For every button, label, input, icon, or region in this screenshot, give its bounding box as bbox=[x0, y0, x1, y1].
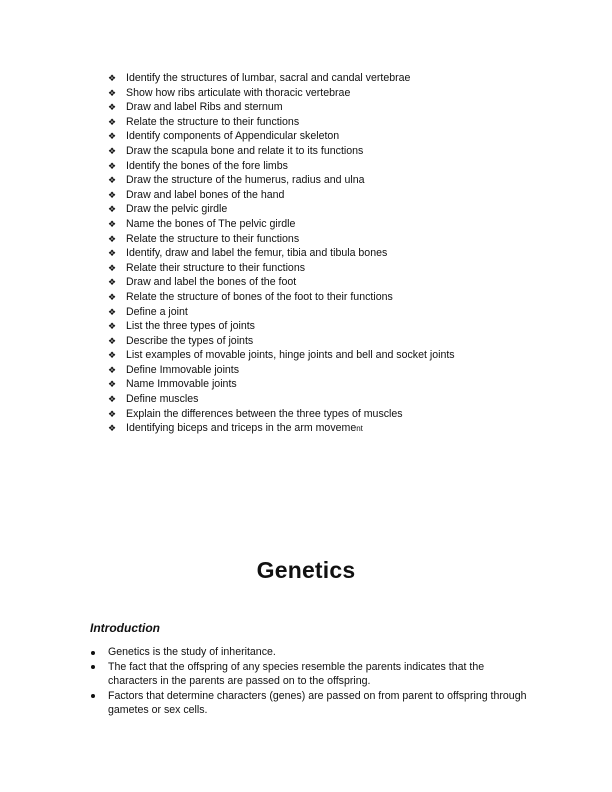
list-item-text: Identify the bones of the fore limbs bbox=[126, 159, 288, 172]
list-item bbox=[108, 275, 548, 290]
list-item-text: Define muscles bbox=[126, 393, 199, 406]
list-item-text: Relate their structure to their functions bbox=[126, 261, 306, 274]
diamond-bullet-icon: ❖ bbox=[108, 379, 117, 390]
list-item-text: Draw the pelvic girdle bbox=[126, 203, 228, 216]
diamond-bullet-icon: ❖ bbox=[108, 175, 117, 186]
list-item-text-tail: nt bbox=[356, 424, 363, 434]
diamond-bullet-icon: ❖ bbox=[108, 408, 117, 419]
diamond-bullet-icon: ❖ bbox=[108, 87, 117, 98]
bullet-dot-icon bbox=[91, 651, 95, 655]
list-item bbox=[108, 392, 548, 407]
diamond-bullet-icon: ❖ bbox=[108, 423, 117, 434]
diamond-bullet-icon: ❖ bbox=[108, 321, 117, 332]
list-item bbox=[90, 660, 530, 689]
diamond-bullet-icon: ❖ bbox=[108, 364, 117, 375]
list-item bbox=[108, 421, 548, 437]
bullet-dot-icon bbox=[91, 665, 95, 669]
list-item bbox=[108, 100, 548, 115]
list-item-text: Relate the structure of bones of the foot to their functions bbox=[126, 290, 393, 303]
list-item-text: Name the bones of The pelvic girdle bbox=[126, 217, 296, 230]
list-item bbox=[108, 319, 548, 334]
diamond-bullet-icon: ❖ bbox=[108, 262, 117, 273]
list-item-text: Define Immovable joints bbox=[126, 363, 240, 376]
list-item-text: Describe the types of joints bbox=[126, 334, 254, 347]
list-item-text: Identifying biceps and triceps in the arm moveme bbox=[126, 422, 357, 435]
list-item bbox=[108, 290, 548, 305]
list-item-text: Draw the structure of the humerus, radius and ulna bbox=[126, 174, 365, 187]
list-item-text: Genetics is the study of inheritance. bbox=[108, 646, 276, 658]
list-item bbox=[108, 305, 548, 320]
diamond-bullet-icon: ❖ bbox=[108, 145, 117, 156]
list-item bbox=[108, 407, 548, 422]
list-item-text: List the three types of joints bbox=[126, 320, 255, 333]
diamond-bullet-icon: ❖ bbox=[108, 131, 117, 142]
list-item bbox=[108, 173, 548, 188]
list-item bbox=[108, 144, 548, 159]
list-item bbox=[108, 348, 548, 363]
list-item bbox=[90, 689, 530, 718]
list-item bbox=[108, 232, 548, 247]
list-item-text: Relate the structure to their functions bbox=[126, 232, 300, 245]
diamond-bullet-icon: ❖ bbox=[108, 116, 117, 127]
list-item bbox=[108, 217, 548, 232]
list-item bbox=[108, 363, 548, 378]
list-item bbox=[108, 246, 548, 261]
list-item-text: Factors that determine characters (genes) are passed on from parent to offspring through gametes or sex cells. bbox=[108, 689, 527, 717]
list-item-text: Draw and label bones of the hand bbox=[126, 188, 285, 201]
diamond-bullet-icon: ❖ bbox=[108, 248, 117, 259]
list-item bbox=[90, 645, 530, 660]
list-item bbox=[108, 129, 548, 144]
diamond-bullet-icon: ❖ bbox=[108, 350, 117, 361]
diamond-bullet-icon: ❖ bbox=[108, 189, 117, 200]
list-item bbox=[108, 261, 548, 276]
list-item bbox=[108, 202, 548, 217]
diamond-bullet-icon: ❖ bbox=[108, 306, 117, 317]
list-item bbox=[108, 334, 548, 349]
list-item-text: Identify the structures of lumbar, sacral and candal vertebrae bbox=[126, 72, 411, 84]
diamond-bullet-icon: ❖ bbox=[108, 291, 117, 302]
section-title: Genetics bbox=[256, 557, 356, 583]
diamond-bullet-icon: ❖ bbox=[108, 277, 117, 288]
list-item bbox=[108, 71, 548, 86]
list-item-text: Show how ribs articulate with thoracic vertebrae bbox=[126, 86, 351, 99]
list-item bbox=[108, 377, 548, 392]
list-item-text: Identify, draw and label the femur, tibia and tibula bones bbox=[126, 247, 388, 260]
list-item-text: Draw and label Ribs and sternum bbox=[126, 101, 283, 114]
bullet-dot-icon bbox=[91, 694, 95, 698]
list-item-text: Define a joint bbox=[126, 305, 188, 318]
introduction-heading: Introduction bbox=[90, 621, 160, 635]
list-item-text: List examples of movable joints, hinge joints and bell and socket joints bbox=[126, 349, 455, 362]
list-item bbox=[108, 115, 548, 130]
diamond-bullet-icon: ❖ bbox=[108, 218, 117, 229]
diamond-bullet-icon: ❖ bbox=[108, 160, 117, 171]
list-item bbox=[108, 159, 548, 174]
diamond-bullet-icon: ❖ bbox=[108, 102, 117, 113]
diamond-bullet-icon: ❖ bbox=[108, 335, 117, 346]
list-item bbox=[108, 188, 548, 203]
introduction-list bbox=[90, 645, 530, 718]
diamond-bullet-icon: ❖ bbox=[108, 73, 117, 83]
objectives-list bbox=[108, 71, 548, 437]
list-item-text: Relate the structure to their functions bbox=[126, 115, 300, 128]
list-item-text: Explain the differences between the three types of muscles bbox=[126, 407, 403, 420]
list-item-text: Draw and label the bones of the foot bbox=[126, 276, 297, 289]
list-item bbox=[108, 86, 548, 101]
list-item-text: The fact that the offspring of any species resemble the parents indicates that the characters in the parents are passed on to the offspring. bbox=[108, 660, 485, 688]
list-item-text: Name Immovable joints bbox=[126, 378, 237, 391]
list-item-text: Identify components of Appendicular skeleton bbox=[126, 130, 340, 143]
diamond-bullet-icon: ❖ bbox=[108, 394, 117, 405]
list-item-text: Draw the scapula bone and relate it to its functions bbox=[126, 144, 364, 157]
diamond-bullet-icon: ❖ bbox=[108, 204, 117, 215]
diamond-bullet-icon: ❖ bbox=[108, 233, 117, 244]
